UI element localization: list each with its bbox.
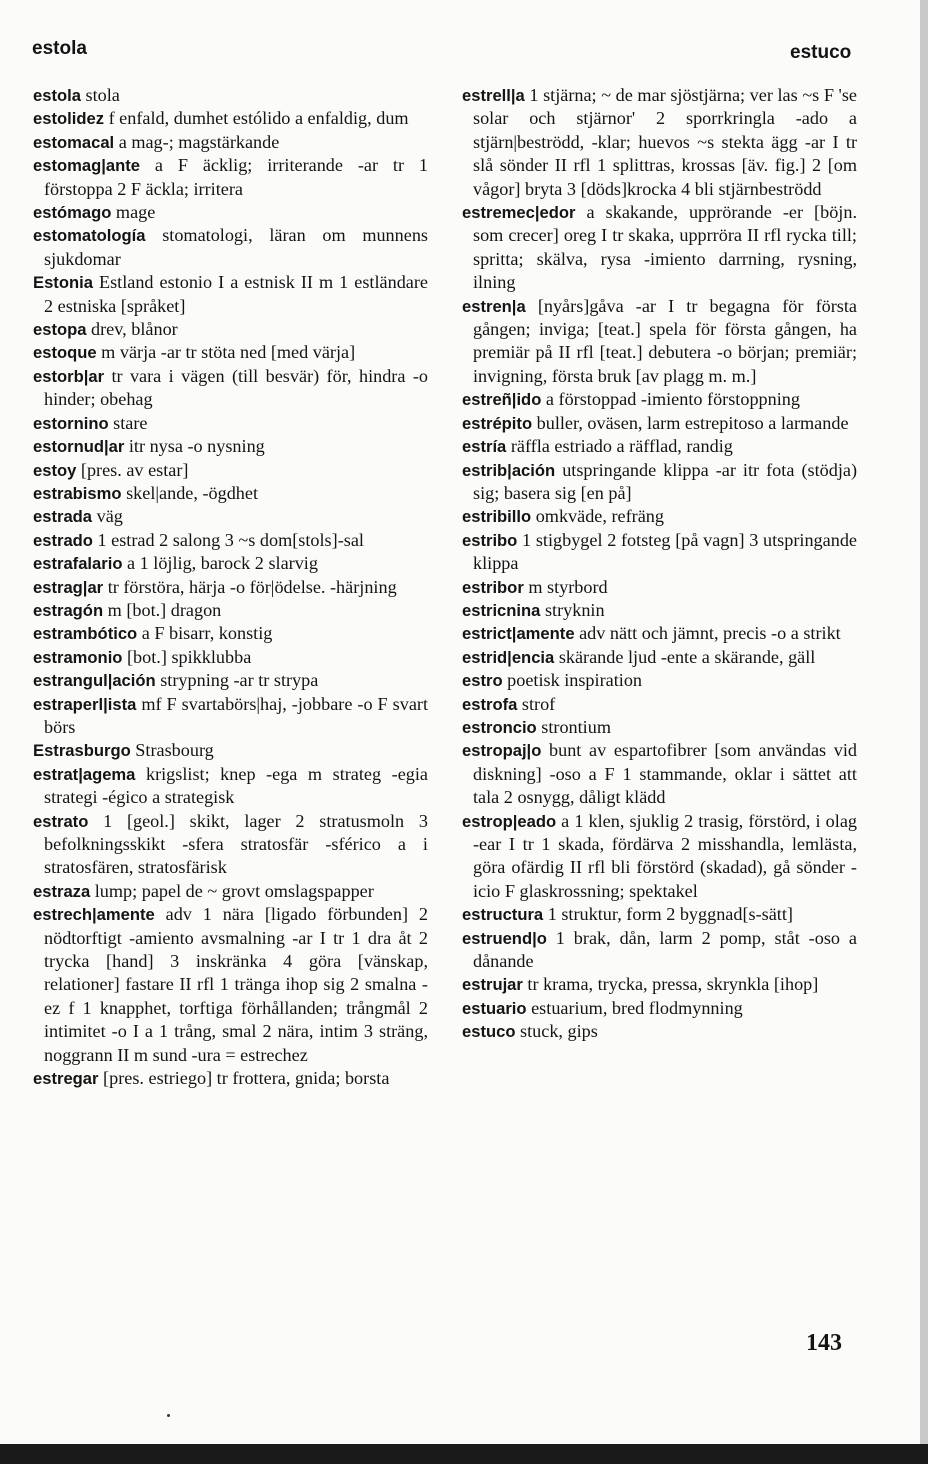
- dictionary-entry: [33, 224, 428, 271]
- dictionary-entry: [33, 505, 428, 528]
- headword: estrict|amente: [462, 624, 575, 644]
- headword: estrib|ación: [462, 460, 556, 480]
- definition: [pres. estriego] tr frottera, gnida; borsta: [98, 1068, 390, 1089]
- headword: estorb|ar: [33, 366, 105, 386]
- dictionary-entry: [33, 154, 428, 201]
- definition: a 1 klen, sjuklig 2 trasig, förstörd, i olag -ear I tr 1 skada, fördärva 2 misshandla, lemlästa, göra ofärdig II rfl bli förstörd (skadad), gå sönder -icio F glaskrossning; spektakel: [473, 810, 857, 901]
- headword: Estonia: [33, 273, 93, 293]
- dictionary-entry: [33, 576, 428, 599]
- definition: f enfald, dumhet estólido a enfaldig, dum: [104, 108, 409, 129]
- running-head-left: estola: [32, 38, 87, 59]
- headword: estro: [462, 671, 503, 691]
- dictionary-entry: [462, 459, 857, 506]
- dictionary-entry: [33, 318, 428, 341]
- definition: a F bisarr, konstig: [137, 623, 273, 644]
- headword: estoy: [33, 460, 77, 480]
- headword: estrambótico: [33, 624, 138, 644]
- dictionary-entry: [33, 84, 428, 107]
- headword: estrada: [33, 507, 93, 527]
- definition: stryknin: [540, 599, 605, 620]
- headword: estuco: [462, 1022, 516, 1042]
- headword: estuario: [462, 998, 527, 1018]
- dictionary-entry: [33, 622, 428, 645]
- dictionary-entry: [33, 903, 428, 1067]
- dictionary-entry: [33, 341, 428, 364]
- headword: estrid|encia: [462, 647, 555, 667]
- definition: drev, blånor: [86, 319, 178, 340]
- definition: strof: [517, 693, 556, 714]
- dictionary-entry: [462, 388, 857, 411]
- dictionary-entry: [462, 739, 857, 809]
- definition: Strasbourg: [130, 740, 214, 761]
- definition: a skakande, upprörande -er [böjn. som crecer] oreg I tr skaka, upprröra II rfl rycka till; spritta; skälva, rysa -imiento darrning, rysning, ilning: [473, 202, 857, 293]
- definition: lump; papel de ~ grovt omslagspapper: [90, 880, 374, 901]
- definition: 1 [geol.] skikt, lager 2 stratusmoln 3 befolkningsskikt -sfera stratosfär -sférico a i stratosfären, stratosfärisk: [44, 810, 428, 878]
- dictionary-entry: [33, 880, 428, 903]
- headword: estómago: [33, 203, 112, 223]
- dictionary-entry: [33, 763, 428, 810]
- definition: 1 struktur, form 2 byggnad[s-sätt]: [543, 904, 793, 925]
- definition: a 1 löjlig, barock 2 slarvig: [122, 553, 318, 574]
- dictionary-entry: [33, 1067, 428, 1090]
- headword: estructura: [462, 905, 544, 925]
- headword: estrato: [33, 811, 89, 831]
- running-head-right: estuco: [790, 42, 852, 63]
- dictionary-entry: [462, 201, 857, 295]
- dictionary-entry: [462, 435, 857, 458]
- definition: [nyårs]gåva -ar I tr begagna för första gången; inviga; [teat.] spela för första gången, ha premiär på II rfl [teat.] debutera -o början; premiär; invigning, första bruk [av plagg m. m.]: [473, 295, 857, 386]
- definition: a mag-; magstärkande: [114, 131, 280, 152]
- headword: estornud|ar: [33, 437, 125, 457]
- dictionary-entry: [33, 107, 428, 130]
- dictionary-entry: [462, 84, 857, 201]
- dictionary-entry: [462, 505, 857, 528]
- headword: estomacal: [33, 132, 115, 152]
- dictionary-entry: [33, 131, 428, 154]
- definition: mage: [111, 202, 156, 223]
- headword: Estrasburgo: [33, 741, 131, 761]
- dictionary-entry: [462, 412, 857, 435]
- dictionary-entry: [33, 599, 428, 622]
- definition: bunt av espartofibrer [som användas vid diskning] -oso a F 1 stammande, oklar i sättet att tala 2 osnygg, dåligt klädd: [473, 740, 857, 808]
- headword: estrell|a: [462, 86, 525, 105]
- dictionary-entry: [462, 810, 857, 904]
- dictionary-entry: [462, 903, 857, 926]
- dictionary-entry: [462, 716, 857, 739]
- headword: estomag|ante: [33, 156, 141, 176]
- definition: [bot.] spikklubba: [122, 646, 252, 667]
- headword: estremec|edor: [462, 203, 576, 223]
- page-number: 143: [806, 1330, 842, 1356]
- definition: krigslist; knep -ega m strateg -egia strategi -égico a strategisk: [44, 763, 428, 808]
- definition: strypning -ar tr strypa: [155, 670, 319, 691]
- dictionary-entry: [462, 295, 857, 389]
- definition: m styrbord: [523, 576, 608, 597]
- headword: estricnina: [462, 600, 541, 620]
- definition: adv 1 nära [ligado förbunden] 2 nödtorftigt -amiento avsmalning -ar I tr 1 dra åt 2 trycka [hand] 3 inskränka 4 göra [vänskap, relationer] fastare II rfl 1 tränga ihop sig 2 smalna -ez f 1 knapphet, torftiga förhållanden; trångmål 2 intimitet -o I a 1 trång, smal 2 nära, intim 3 sträng, noggrann II m sund -ura = estrechez: [44, 904, 428, 1065]
- left-column: [33, 84, 428, 1090]
- scan-bottom-border: [0, 1444, 928, 1464]
- dictionary-entry: [462, 973, 857, 996]
- headword: estornino: [33, 413, 109, 433]
- definition: skärande ljud -ente a skärande, gäll: [554, 646, 816, 667]
- definition: tr vara i vägen (till besvär) för, hindra -o hinder; obehag: [44, 365, 428, 410]
- definition: 1 stigbygel 2 fotsteg [på vagn] 3 utspringande klippa: [473, 529, 857, 574]
- definition: a förstoppad -imiento förstoppning: [541, 389, 800, 410]
- definition: m [bot.] dragon: [103, 599, 222, 620]
- dictionary-entry: [33, 435, 428, 458]
- page-edge: [920, 0, 928, 1464]
- headword: estrofa: [462, 694, 518, 714]
- definition: utspringande klippa -ar itr fota (stödja) sig; basera sig [en på]: [473, 459, 857, 503]
- definition: 1 estrad 2 salong 3 ~s dom[stols]-sal: [92, 529, 364, 550]
- headword: estrujar: [462, 975, 523, 995]
- definition: mf F svartabörs|haj, -jobbare -o F svart börs: [44, 693, 428, 737]
- definition: stuck, gips: [515, 1021, 598, 1042]
- headword: estrag|ar: [33, 577, 104, 597]
- definition: m värja -ar tr stöta ned [med värja]: [96, 342, 356, 363]
- definition: Estland estonio I a estnisk II m 1 estländare 2 estniska [språket]: [44, 272, 428, 316]
- definition: poetisk inspiration: [502, 670, 643, 691]
- headword: estrat|agema: [33, 764, 136, 784]
- dictionary-entry: [33, 693, 428, 740]
- dictionary-entry: [33, 365, 428, 412]
- speck-mark: [167, 1414, 170, 1417]
- headword: estrech|amente: [33, 905, 155, 925]
- headword: estren|a: [462, 296, 526, 316]
- definition: stare: [108, 412, 148, 433]
- definition: väg: [92, 506, 123, 527]
- dictionary-entry: [462, 622, 857, 645]
- headword: estomatología: [33, 226, 146, 246]
- headword: estribor: [462, 577, 524, 597]
- dictionary-entry: [33, 201, 428, 224]
- headword: estraperl|ista: [33, 694, 137, 714]
- dictionary-entry: [462, 599, 857, 622]
- definition: adv nätt och jämnt, precis -o a strikt: [574, 623, 841, 644]
- definition: stola: [80, 85, 120, 105]
- definition: itr nysa -o nysning: [124, 436, 265, 457]
- dictionary-entry: [33, 459, 428, 482]
- headword: estrangul|ación: [33, 671, 156, 691]
- headword: estribillo: [462, 507, 532, 527]
- dictionary-entry: [33, 669, 428, 692]
- headword: estola: [33, 86, 81, 105]
- dictionary-entry: [33, 271, 428, 318]
- dictionary-entry: [33, 739, 428, 762]
- headword: estolidez: [33, 109, 105, 129]
- definition: tr förstöra, härja -o för|ödelse. -härjning: [103, 576, 397, 597]
- definition: buller, oväsen, larm estrepitoso a larmande: [532, 412, 849, 433]
- dictionary-entry: [33, 552, 428, 575]
- headword: estregar: [33, 1069, 99, 1089]
- definition: tr krama, trycka, pressa, skrynkla [ihop]: [522, 974, 819, 995]
- definition: strontium: [536, 716, 611, 737]
- dictionary-entry: [462, 576, 857, 599]
- definition: 1 stjärna; ~ de mar sjöstjärna; ver las ~s F 'se solar och stjärnor' 2 sporrkringla -ado a stjärn|beströdd, -klar; huevos ~s stekta ägg -ar I tr slå sönder II rfl 1 splittras, krossas [äv. fig.] 2 [om vågor] bryta 3 [döds]krocka 4 bli stjärnbeströdd: [473, 85, 857, 199]
- headword: estruend|o: [462, 928, 547, 948]
- dictionary-entry: [462, 529, 857, 576]
- dictionary-entry: [33, 810, 428, 880]
- headword: estroncio: [462, 717, 537, 737]
- definition: skel|ande, -ögdhet: [121, 482, 259, 503]
- headword: estría: [462, 437, 507, 457]
- dictionary-entry: [33, 482, 428, 505]
- dictionary-entry: [33, 646, 428, 669]
- definition: 1 brak, dån, larm 2 pomp, ståt -oso a dånande: [473, 927, 857, 972]
- definition: a F äcklig; irriterande -ar tr 1 förstoppa 2 F äckla; irritera: [44, 155, 428, 199]
- headword: estrépito: [462, 413, 533, 433]
- headword: estropaj|o: [462, 741, 542, 761]
- headword: estribo: [462, 530, 518, 550]
- definition: räffla estriado a räfflad, randig: [506, 436, 733, 457]
- headword: estrafalario: [33, 554, 123, 574]
- headword: estreñ|ido: [462, 390, 542, 410]
- definition: [pres. av estar]: [76, 459, 189, 480]
- dictionary-entry: [462, 927, 857, 974]
- dictionary-entry: [462, 693, 857, 716]
- headword: estragón: [33, 600, 104, 620]
- headword: estraza: [33, 881, 91, 901]
- headword: estrabismo: [33, 483, 122, 503]
- headword: estoque: [33, 343, 97, 363]
- definition: estuarium, bred flodmynning: [526, 997, 743, 1018]
- headword: estramonio: [33, 647, 123, 667]
- headword: estrado: [33, 530, 93, 550]
- dictionary-entry: [462, 997, 857, 1020]
- dictionary-entry: [462, 669, 857, 692]
- headword: estopa: [33, 320, 87, 340]
- headword: estrop|eado: [462, 811, 557, 831]
- dictionary-entry: [462, 646, 857, 669]
- definition: omkväde, refräng: [531, 506, 664, 527]
- right-column: [462, 84, 857, 1044]
- dictionary-entry: [462, 1020, 857, 1043]
- dictionary-entry: [33, 412, 428, 435]
- dictionary-entry: [33, 529, 428, 552]
- definition: stomatologi, läran om munnens sjukdomar: [44, 225, 428, 269]
